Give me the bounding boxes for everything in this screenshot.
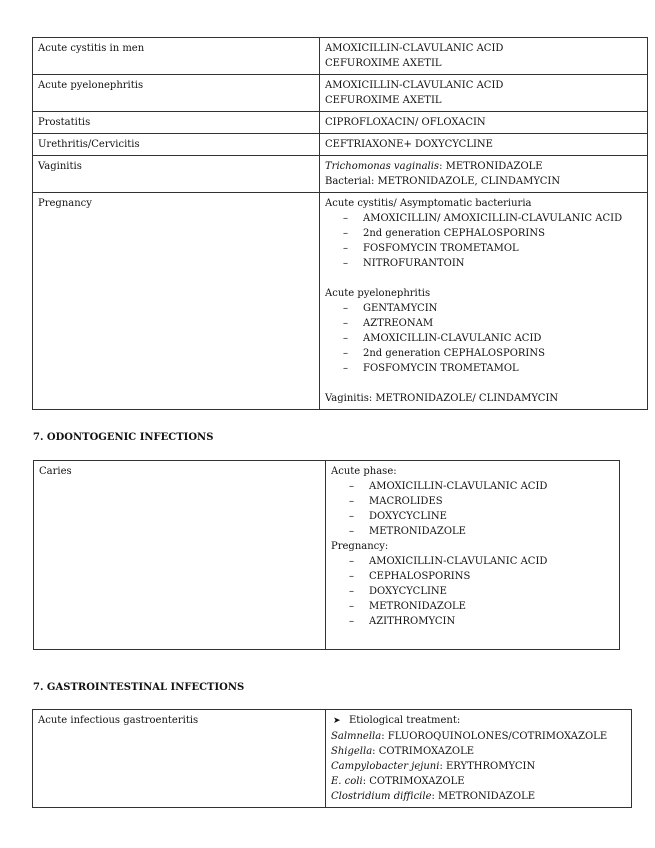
treatment-line (331, 744, 626, 759)
condition-cell (33, 710, 326, 808)
condition-text: Caries (39, 466, 72, 477)
list-item: – AMOXICILLIN-CLAVULANIC ACID (325, 331, 642, 346)
subsection-heading (331, 713, 626, 729)
treatment-line: CEFUROXIME AXETIL (325, 58, 442, 69)
condition-text: Urethritis/Cervicitis (38, 139, 140, 150)
condition-cell (33, 38, 320, 75)
treatment-line: Bacterial: METRONIDAZOLE, CLINDAMYCIN (325, 176, 561, 187)
list-item: – DOXYCYCLINE (331, 509, 614, 524)
subsection-heading: Pregnancy: (331, 541, 389, 552)
table-row (33, 75, 648, 112)
treatment-line (325, 159, 642, 174)
treatment-line (331, 729, 626, 744)
treatment-cell (320, 112, 648, 134)
drug-list (325, 301, 642, 376)
organism-name: Trichomonas vaginalis (325, 161, 440, 172)
odontogenic-table (33, 460, 620, 650)
treatment-line (331, 759, 626, 774)
organism-name: Salmnella (331, 731, 382, 742)
list-item: – CEPHALOSPORINS (331, 569, 614, 584)
treatment-line: CEFUROXIME AXETIL (325, 95, 442, 106)
list-item: – AZTREONAM (325, 316, 642, 331)
drug-text: : METRONIDAZOLE (439, 161, 543, 172)
treatment-cell (320, 156, 648, 193)
condition-text: Acute infectious gastroenteritis (38, 715, 199, 726)
list-item: – 2nd generation CEPHALOSPORINS (325, 346, 642, 361)
list-item: – FOSFOMYCIN TROMETAMOL (325, 241, 642, 256)
treatment-cell (320, 193, 648, 410)
gastro-table-body (33, 710, 632, 808)
list-item: – METRONIDAZOLE (331, 524, 614, 539)
list-item: – DOXYCYCLINE (331, 584, 614, 599)
drug-text: : ERYTHROMYCIN (439, 761, 536, 772)
list-item: – FOSFOMYCIN TROMETAMOL (325, 361, 642, 376)
odontogenic-table-body (34, 461, 620, 650)
list-item: – AMOXICILLIN-CLAVULANIC ACID (331, 554, 614, 569)
drug-text: : COTRIMOXAZOLE (372, 746, 475, 757)
treatment-cell (320, 75, 648, 112)
condition-cell (33, 193, 320, 410)
gastro-table (32, 709, 632, 808)
table-row (33, 112, 648, 134)
drug-list (331, 479, 614, 539)
treatment-line: AMOXICILLIN-CLAVULANIC ACID (325, 43, 504, 54)
arrow-bullet-icon: ➤ (333, 716, 341, 726)
table-row (33, 156, 648, 193)
drug-list (325, 211, 642, 271)
subsection-heading: Acute phase: (331, 466, 397, 477)
organism-name: Campylobacter jejuni (331, 761, 440, 772)
condition-cell (34, 461, 326, 650)
condition-cell (33, 134, 320, 156)
table-row (33, 134, 648, 156)
section-heading-gastrointestinal: 7. GASTROINTESTINAL INFECTIONS (33, 682, 245, 693)
treatment-cell (320, 134, 648, 156)
list-item: – 2nd generation CEPHALOSPORINS (325, 226, 642, 241)
treatment-line (331, 774, 626, 789)
list-item: – AMOXICILLIN-CLAVULANIC ACID (331, 479, 614, 494)
condition-cell (33, 112, 320, 134)
subsection-heading: Acute cystitis/ Asymptomatic bacteriuria (325, 198, 532, 209)
condition-cell (33, 156, 320, 193)
table-row (33, 38, 648, 75)
condition-text: Vaginitis (38, 161, 82, 172)
drug-list (331, 554, 614, 629)
list-item: – METRONIDAZOLE (331, 599, 614, 614)
table-row (33, 193, 648, 410)
drug-text: : FLUOROQUINOLONES/COTRIMOXAZOLE (381, 731, 608, 742)
condition-text: Prostatitis (38, 117, 91, 128)
drug-text: : METRONIDAZOLE (431, 791, 536, 802)
treatment-cell (326, 710, 632, 808)
uti-table-body (33, 38, 648, 410)
list-item: – MACROLIDES (331, 494, 614, 509)
list-item: – NITROFURANTOIN (325, 256, 642, 271)
condition-text: Acute pyelonephritis (38, 80, 144, 91)
treatment-line: CEFTRIAXONE+ DOXYCYCLINE (325, 139, 493, 150)
treatment-line: AMOXICILLIN-CLAVULANIC ACID (325, 80, 504, 91)
subsection-heading: Acute pyelonephritis (325, 288, 431, 299)
condition-text: Acute cystitis in men (38, 43, 145, 54)
table-row (34, 461, 620, 650)
organism-name: Clostridium difficile (331, 791, 432, 802)
treatment-line: Vaginitis: METRONIDAZOLE/ CLINDAMYCIN (325, 393, 559, 404)
list-item: – AMOXICILLIN/ AMOXICILLIN-CLAVULANIC ACID (325, 211, 642, 226)
condition-cell (33, 75, 320, 112)
treatment-cell (326, 461, 620, 650)
subsection-heading-text: Etiological treatment: (349, 715, 461, 726)
section-heading-odontogenic: 7. ODONTOGENIC INFECTIONS (33, 432, 214, 443)
condition-text: Pregnancy (38, 198, 92, 209)
treatment-cell (320, 38, 648, 75)
organism-name: E. coli (331, 776, 363, 787)
uti-table (32, 37, 648, 410)
spacer (325, 271, 642, 286)
list-item: – GENTAMYCIN (325, 301, 642, 316)
list-item: – AZITHROMYCIN (331, 614, 614, 629)
drug-text: : COTRIMOXAZOLE (362, 776, 465, 787)
table-row (33, 710, 632, 808)
treatment-line: CIPROFLOXACIN/ OFLOXACIN (325, 117, 486, 128)
treatment-line (331, 789, 626, 804)
spacer (325, 376, 642, 391)
organism-name: Shigella (331, 746, 373, 757)
